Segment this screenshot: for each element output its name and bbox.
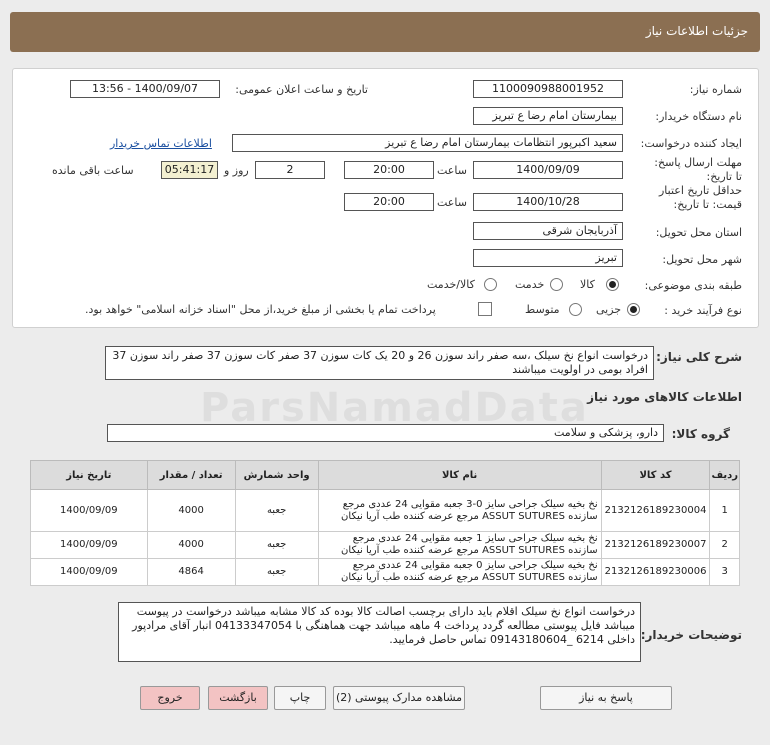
validity-time-label: ساعت <box>437 196 467 209</box>
buyer-notes-text: درخواست انواع نخ سیلک اقلام باید دارای برچسب اصالت کالا بوده کد کالا مشابه میباشد درخواست در پیوست میباشد فایل پیوستی مطالعه گردد پرداخت 4 ماهه میباشد جهت هماهنگی با 04133347054 انبار آقای مرادپور داخلی 6214 _09143180604 تماس حاصل فرمایید. <box>118 602 641 662</box>
validity-time-field: 20:00 <box>344 193 434 211</box>
need-number-label: شماره نیاز: <box>689 83 742 96</box>
cell-date: 1400/09/09 <box>31 559 148 586</box>
deadline-time-field: 20:00 <box>344 161 434 179</box>
category-label: طبقه بندی موضوعی: <box>644 279 742 292</box>
col-date-header: تاریخ نیاز <box>31 461 148 490</box>
col-code-header: کد کالا <box>601 461 710 490</box>
category-service-label: خدمت <box>515 278 545 291</box>
cell-code: 2132126189230004 <box>601 490 710 532</box>
cell-unit: جعبه <box>235 490 318 532</box>
cell-name: نخ بخیه سیلک جراحی سایز 0 جعبه مقوایی 24 عددی مرجع سازنده ASSUT SUTURES مرجع عرضه کننده طب آریا نیکان <box>318 559 601 586</box>
announce-label: تاریخ و ساعت اعلان عمومی: <box>235 83 368 96</box>
remaining-label: ساعت باقی مانده <box>52 164 134 177</box>
goods-info-title: اطلاعات کالاهای مورد نیاز <box>587 390 742 404</box>
cell-code: 2132126189230007 <box>601 532 710 559</box>
page-title: جزئیات اطلاعات نیاز <box>645 24 748 38</box>
goods-group-field: دارو، پزشکی و سلامت <box>107 424 664 442</box>
buyer-org-field: بیمارستان امام رضا ع تبریز <box>473 107 623 125</box>
deadline-date-field: 1400/09/09 <box>473 161 623 179</box>
col-qty-header: تعداد / مقدار <box>147 461 235 490</box>
col-row-header: ردیف <box>710 461 740 490</box>
category-goods-radio[interactable] <box>606 278 619 291</box>
process-medium-label: متوسط <box>525 303 560 316</box>
cell-qty: 4000 <box>147 490 235 532</box>
validity-label: حداقل تاریخ اعتبار قیمت: تا تاریخ: <box>658 184 742 211</box>
category-service-radio[interactable] <box>550 278 563 291</box>
table-header-row <box>31 461 740 490</box>
col-unit-header: واحد شمارش <box>235 461 318 490</box>
process-minor-radio[interactable] <box>627 303 640 316</box>
process-minor-label: جزیی <box>596 303 622 316</box>
table-row[interactable] <box>31 490 740 532</box>
creator-label: ایجاد کننده درخواست: <box>640 137 742 150</box>
goods-group-label: گروه کالا: <box>671 427 730 441</box>
exit-button[interactable]: خروج <box>140 686 200 710</box>
cell-code: 2132126189230006 <box>601 559 710 586</box>
page-header <box>10 12 760 52</box>
creator-field: سعید اکبرپور انتظامات بیمارستان امام رضا ع تبریز <box>232 134 623 152</box>
reply-button[interactable]: پاسخ به نیاز <box>540 686 672 710</box>
days-label: روز و <box>224 164 249 177</box>
category-both-radio[interactable] <box>484 278 497 291</box>
province-label: استان محل تحویل: <box>655 226 742 239</box>
cell-name: نخ بخیه سیلک جراحی سایز 1 جعبه مقوایی 24 عددی مرجع سازنده ASSUT SUTURES مرجع عرضه کننده طب آریا نیکان <box>318 532 601 559</box>
buyer-contact-link[interactable]: اطلاعات تماس خریدار <box>110 137 212 150</box>
cell-qty: 4000 <box>147 532 235 559</box>
cell-unit: جعبه <box>235 559 318 586</box>
process-label: نوع فرآیند خرید : <box>664 304 742 317</box>
city-field: تبریز <box>473 249 623 267</box>
back-button[interactable]: بازگشت <box>208 686 268 710</box>
cell-unit: جعبه <box>235 532 318 559</box>
cell-qty: 4864 <box>147 559 235 586</box>
treasury-payment-checkbox[interactable] <box>478 302 492 316</box>
table-row[interactable] <box>31 559 740 586</box>
cell-row: 1 <box>710 490 740 532</box>
col-name-header: نام کالا <box>318 461 601 490</box>
remaining-time-field: 05:41:17 <box>161 161 218 179</box>
attachments-button[interactable]: مشاهده مدارک پیوستی (2) <box>333 686 465 710</box>
summary-label: شرح کلی نیاز: <box>656 350 742 364</box>
watermark: ParsNamadData <box>200 385 589 431</box>
cell-row: 2 <box>710 532 740 559</box>
validity-date-field: 1400/10/28 <box>473 193 623 211</box>
table-row[interactable] <box>31 532 740 559</box>
cell-name: نخ بخیه سیلک جراحی سایز 0-3 جعبه مقوایی 24 عددی مرجع سازنده ASSUT SUTURES مرجع عرضه کننده طب آریا نیکان <box>318 490 601 532</box>
announce-field: 1400/09/07 - 13:56 <box>70 80 220 98</box>
category-both-label: کالا/خدمت <box>427 278 475 291</box>
deadline-time-label: ساعت <box>437 164 467 177</box>
category-goods-label: کالا <box>580 278 595 291</box>
city-label: شهر محل تحویل: <box>662 253 742 266</box>
days-remaining-field: 2 <box>255 161 325 179</box>
deadline-label: مهلت ارسال پاسخ: تا تاریخ: <box>654 156 742 183</box>
summary-text: درخواست انواع نخ سیلک ،سه صفر راند سوزن 26 و 20 یک کات سوزن 37 صفر کات سوزن 37 صفر راند سوزن 37 افراد بومی در اولویت میباشند <box>105 346 654 380</box>
cell-date: 1400/09/09 <box>31 532 148 559</box>
buyer-notes-label: توضیحات خریدار: <box>640 628 742 642</box>
process-medium-radio[interactable] <box>569 303 582 316</box>
cell-date: 1400/09/09 <box>31 490 148 532</box>
province-field: آذربایجان شرقی <box>473 222 623 240</box>
print-button[interactable]: چاپ <box>274 686 326 710</box>
cell-row: 3 <box>710 559 740 586</box>
need-number-field: 1100090988001952 <box>473 80 623 98</box>
buyer-org-label: نام دستگاه خریدار: <box>655 110 742 123</box>
items-table <box>30 460 740 586</box>
payment-note: پرداخت تمام یا بخشی از مبلغ خرید،از محل "اسناد خزانه اسلامی" خواهد بود. <box>85 303 436 316</box>
